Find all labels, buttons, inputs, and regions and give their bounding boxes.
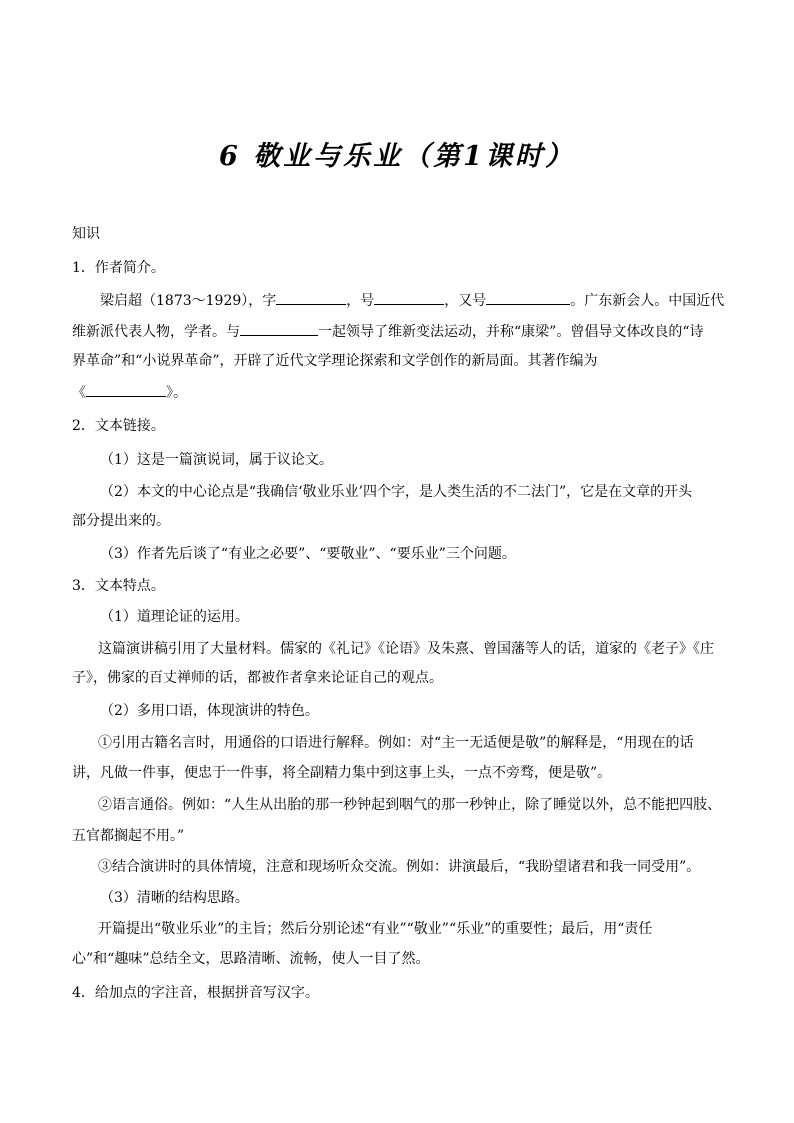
text-segment: 。广东新会人。中国近代 bbox=[570, 293, 725, 309]
feature-point-2: ②语言通俗。例如：“人生从出胎的那一秒钟起到咽气的那一秒钟止，除了睡觉以外，总不能把四肢、 bbox=[98, 797, 722, 813]
feature-heading-1: （1）道理论证的运用。 bbox=[100, 609, 249, 625]
feature-point-1: ①引用古籍名言时，用通俗的口语进行解释。例如：对“主一无适便是敬”的解释是，“用现在的话 bbox=[98, 735, 694, 751]
text-link-item-2-cont: 部分提出来的。 bbox=[72, 513, 170, 529]
feature-heading-2: （2）多用口语，体现演讲的特色。 bbox=[100, 703, 319, 719]
page-title: 6 敬业与乐业（第1课时） bbox=[219, 141, 575, 172]
feature-heading-3: （3）清晰的结构思路。 bbox=[100, 890, 249, 906]
section-1-heading: 1．作者简介。 bbox=[72, 260, 165, 276]
text-link-item-3: （3）作者先后谈了“有业之必要”、“要敬业”、“要乐业”三个问题。 bbox=[100, 546, 516, 562]
author-intro-line-2 bbox=[72, 321, 703, 342]
text-segment: 《 bbox=[72, 385, 86, 401]
fill-blank-works[interactable] bbox=[86, 382, 166, 397]
section-2-heading: 2．文本链接。 bbox=[72, 418, 165, 434]
fill-blank-second-alias[interactable] bbox=[486, 290, 570, 305]
text-segment: 维新派代表人物，学者。与 bbox=[72, 324, 240, 340]
author-intro-line-1 bbox=[100, 290, 724, 311]
text-link-item-2: （2）本文的中心论点是“我确信‘敬业乐业’四个字，是人类生活的不二法门”，它是在文章的开头 bbox=[100, 484, 693, 500]
author-intro-line-4 bbox=[72, 382, 187, 403]
feature-paragraph-3-cont: 心”和“趣味”总结全文，思路清晰、流畅，使人一目了然。 bbox=[72, 951, 430, 967]
section-4-heading: 4．给加点的字注音，根据拼音写汉字。 bbox=[72, 985, 319, 1001]
feature-paragraph-1-cont: 子》，佛家的百丈禅师的话，都被作者拿来论证自己的观点。 bbox=[72, 670, 443, 686]
feature-paragraph-1: 这篇演讲稿引用了大量材料。儒家的《礼记》《论语》及朱熹、曾国藩等人的话，道家的《老子》《庄 bbox=[98, 641, 714, 657]
author-intro-line-3: 界革命”和“小说界革命”，开辟了近代文学理论探索和文学创作的新局面。其著作编为 bbox=[72, 353, 598, 369]
text-segment: 一起领导了维新变法运动，并称“康梁”。曾倡导文体改良的“诗 bbox=[318, 324, 704, 340]
text-link-item-1: （1）这是一篇演说词，属于议论文。 bbox=[100, 452, 333, 468]
fill-blank-partner[interactable] bbox=[240, 321, 318, 336]
feature-point-2-cont: 五官都搁起不用。” bbox=[72, 828, 185, 844]
fill-blank-courtesy-name[interactable] bbox=[276, 290, 346, 305]
knowledge-heading: 知识 bbox=[72, 226, 100, 242]
text-segment: ，号 bbox=[346, 293, 375, 309]
feature-paragraph-3: 开篇提出“敬业乐业”的主旨；然后分别论述“有业”“敬业”“乐业”的重要性；最后，用“责任 bbox=[98, 921, 653, 937]
section-3-heading: 3．文本特点。 bbox=[72, 578, 165, 594]
text-segment: ，又号 bbox=[444, 293, 487, 309]
fill-blank-alias[interactable] bbox=[374, 290, 444, 305]
feature-point-1-cont: 讲，凡做一件事，便忠于一件事，将全副精力集中到这事上头，一点不旁骛，便是敬”。 bbox=[72, 765, 612, 781]
text-segment: 梁启超（1873～1929），字 bbox=[100, 293, 277, 309]
feature-point-3: ③结合演讲时的具体情境，注意和现场听众交流。例如：讲演最后，“我盼望诸君和我一同受用”。 bbox=[98, 859, 701, 875]
text-segment: 》。 bbox=[166, 385, 187, 401]
